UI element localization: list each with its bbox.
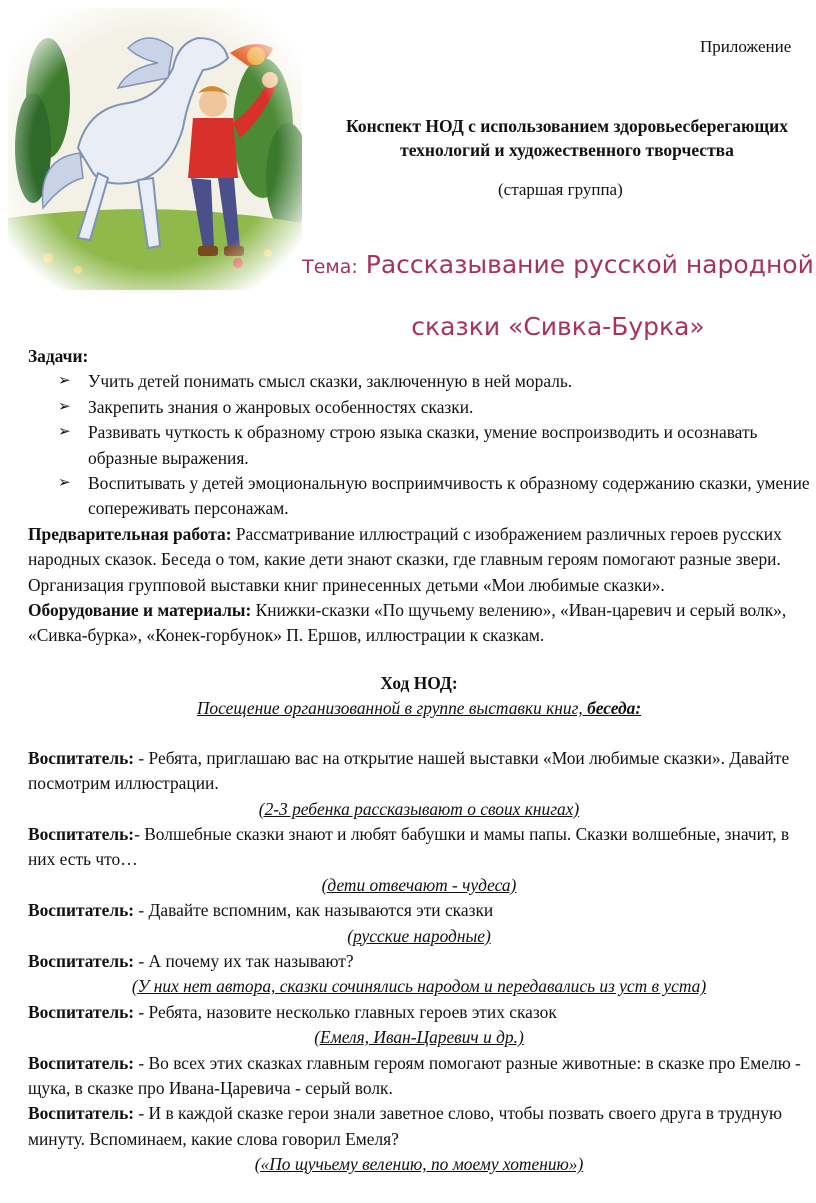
- dialog-line: Воспитатель: - Давайте вспомним, как называются эти сказки: [28, 900, 494, 921]
- tasks-heading: Задачи:: [28, 346, 89, 366]
- dialog-line: Воспитатель: - Во всех этих сказках главным героям помогают разные животные: в сказке про Емелю - щука, в сказке про Ивана-Царевича - серый волк.: [28, 1052, 801, 1098]
- dialog-line: Воспитатель: - Ребята, назовите несколько главных героев этих сказок: [28, 1001, 557, 1022]
- topic-text-1: Рассказывание русской народной: [365, 250, 814, 279]
- dialog-response: (дети отвечают - чудеса): [321, 874, 517, 895]
- fairy-tale-illustration: [8, 8, 302, 290]
- dialog-line: Воспитатель: - А почему их так называют?: [28, 950, 354, 971]
- process-heading: Ход НОД:: [380, 672, 458, 693]
- group-label: (старшая группа): [498, 180, 623, 199]
- equipment-paragraph: Оборудование и материалы: Книжки-сказки «По щучьему велению», «Иван-царевич и серый волк», «Сивка-бурка», «Конек-горбунок» П. Ершов, иллюстрации к сказкам.: [28, 600, 787, 646]
- dialog-line: Воспитатель: - И в каждой сказке герои знали заветное слово, чтобы позвать своего друга в трудную минуту. Вспоминаем, какие слова говорил Емеля?: [28, 1103, 782, 1149]
- task-item: ➢ Учить детей понимать смысл сказки, заключенную в ней мораль.: [28, 369, 810, 394]
- task-item: ➢ Развивать чуткость к образному строю языка сказки, умение воспроизводить и осознавать образные выражения.: [58, 422, 758, 468]
- document-title: Конспект НОД с использованием здоровьесберегающих технологий и художественного творчества: [346, 116, 788, 160]
- document-body: [28, 344, 810, 1178]
- task-item: ➢ Воспитывать у детей эмоциональную восприимчивость к образному содержанию сказки, умение сопереживать персонажам.: [58, 473, 810, 519]
- topic-line-2: сказки «Сивка-Бурка»: [411, 312, 705, 341]
- arrow-bullet-icon: ➢: [58, 475, 71, 492]
- dialog-response: («По щучьему велению, по моему хотению»): [254, 1154, 584, 1175]
- dialog-response: (У них нет автора, сказки сочинялись народом и передавались из уст в уста): [131, 976, 707, 997]
- dialog-response: (2-3 ребенка рассказывают о своих книгах): [258, 798, 580, 819]
- topic-prefix: Тема:: [302, 256, 358, 278]
- dialog-response: (русские народные): [347, 925, 491, 946]
- arrow-bullet-icon: ➢: [58, 373, 71, 390]
- task-item: ➢ Закрепить знания о жанровых особенностях сказки.: [28, 395, 810, 420]
- arrow-bullet-icon: ➢: [58, 398, 71, 415]
- topic-line-1: [300, 250, 816, 279]
- dialog-line: Воспитатель: - Ребята, приглашаю вас на открытие нашей выставки «Мои любимые сказки». Давайте посмотрим иллюстрации.: [28, 747, 790, 794]
- dialog-response: (Емеля, Иван-Царевич и др.): [314, 1027, 524, 1048]
- arrow-bullet-icon: ➢: [58, 424, 71, 441]
- tasks-list: [28, 369, 810, 521]
- process-subheading: Посещение организованной в группе выставки книг, беседа:: [196, 698, 642, 719]
- prelim-paragraph: Предварительная работа: Рассматривание иллюстраций с изображением различных героев русских народных сказок. Беседа о том, какие дети знают сказки, где главным героям помогают разные звери. Организация групповой выставки книг принесенных детьми «Мои любимые сказки».: [28, 523, 782, 595]
- appendix-label: Приложение: [700, 37, 792, 56]
- dialog-line: Воспитатель:- Волшебные сказки знают и любят бабушки и мамы папы. Сказки волшебные, значит, в них есть что…: [28, 823, 790, 870]
